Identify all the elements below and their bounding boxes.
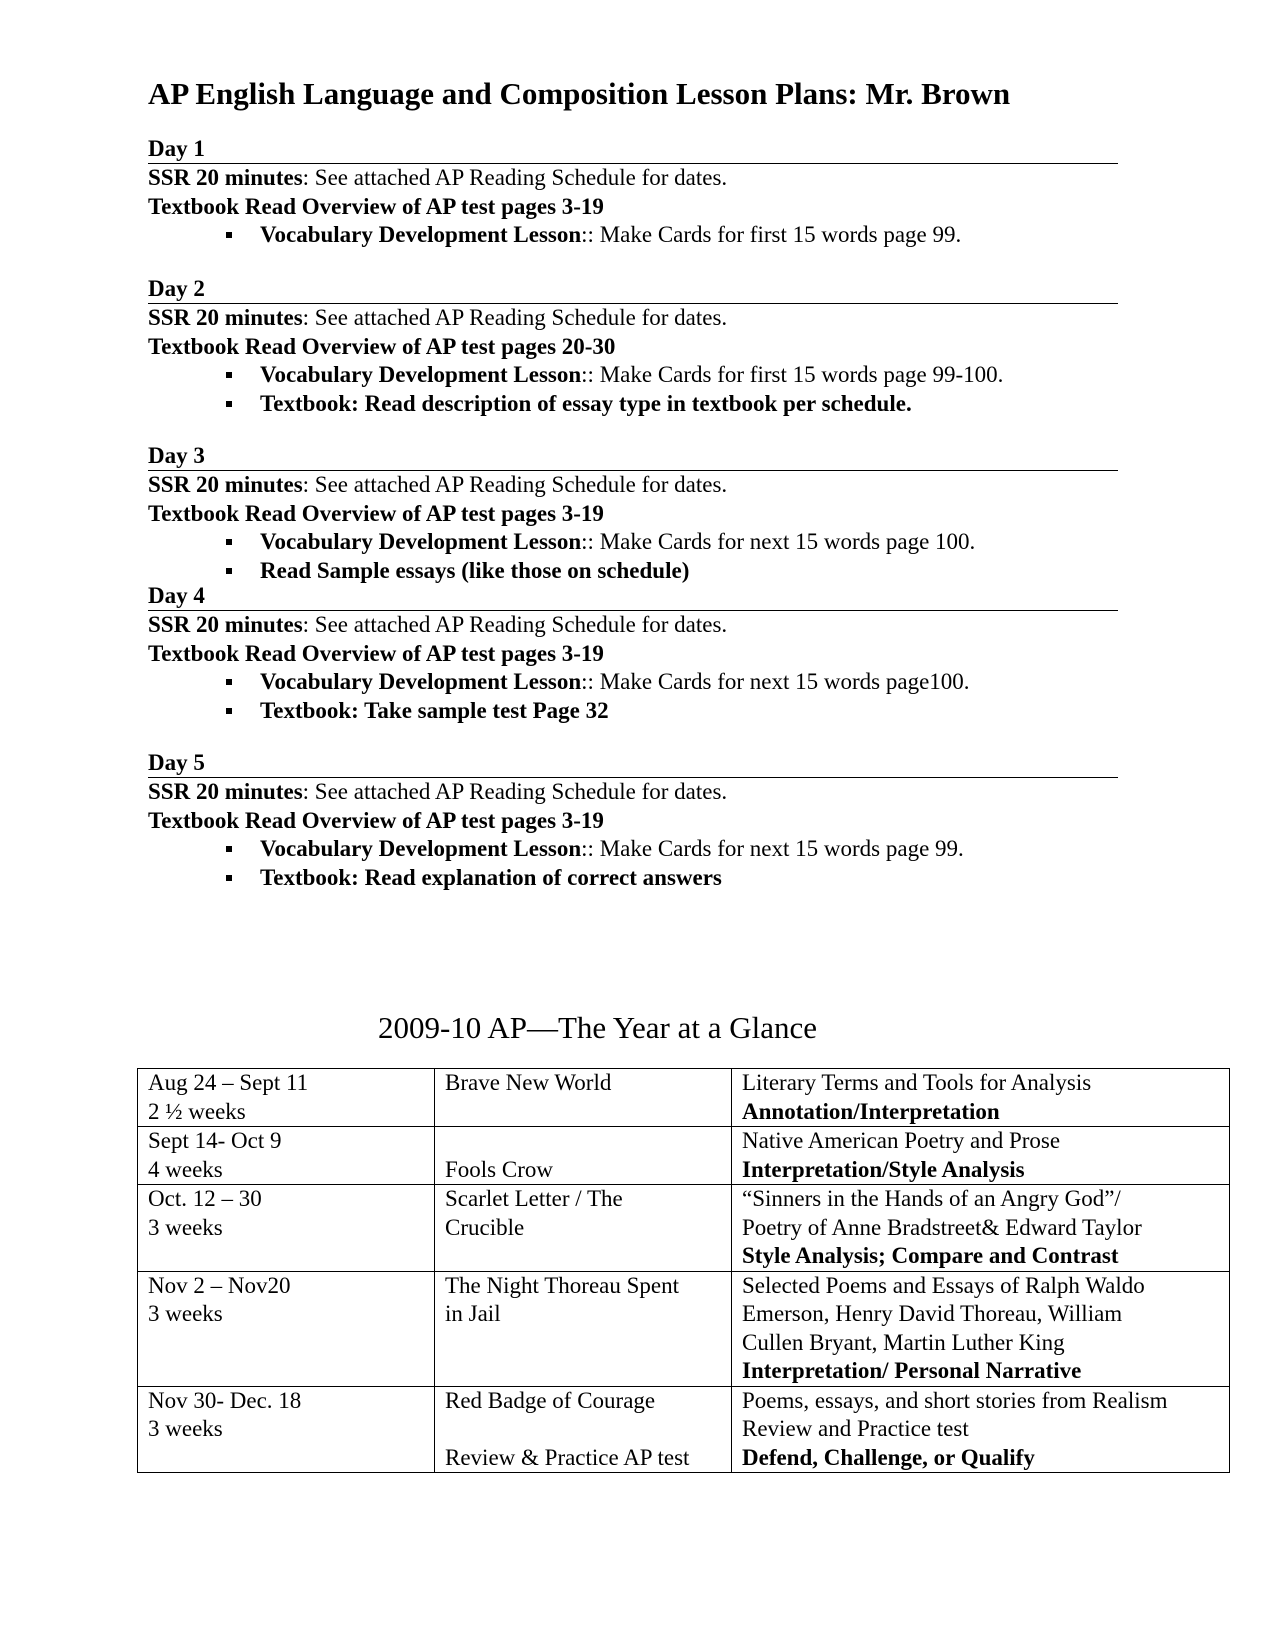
text-cell	[435, 1386, 732, 1473]
vocab-bullet	[148, 221, 1118, 250]
textbook-line: Textbook Read Overview of AP test pages 3-19	[148, 807, 604, 833]
dates-text: Sept 14- Oct 9	[148, 1128, 282, 1153]
text-cell	[435, 1185, 732, 1272]
ssr-text: : See attached AP Reading Schedule for dates.	[302, 472, 728, 497]
vocab-text: :: Make Cards for first 15 words page 99-100.	[581, 362, 1004, 387]
bullet-square-icon	[226, 372, 232, 378]
duration-text: 3 weeks	[148, 1214, 223, 1240]
glance-title: 2009-10 AP—The Year at a Glance	[377, 1010, 818, 1045]
dates-text: Oct. 12 – 30	[148, 1186, 262, 1211]
vocab-label: Vocabulary Development Lesson	[260, 836, 582, 861]
extra-bullet	[148, 864, 1118, 893]
extra-text: Textbook: Read description of essay type in textbook per schedule.	[260, 390, 912, 416]
table-row	[138, 1069, 1230, 1127]
topic-line: Poetry of Anne Bradstreet& Edward Taylor	[742, 1214, 1142, 1240]
text-line: in Jail	[445, 1301, 501, 1326]
ssr-label: SSR 20 minutes	[148, 779, 303, 804]
bullet-square-icon	[226, 539, 232, 545]
ssr-line	[148, 778, 1118, 807]
table-row	[138, 1271, 1230, 1386]
duration-text: 4 weeks	[148, 1156, 223, 1182]
topic-line: Emerson, Henry David Thoreau, William	[742, 1301, 1123, 1326]
extra-text: Textbook: Take sample test Page 32	[260, 697, 609, 723]
ssr-line	[148, 164, 1118, 193]
text-line: Fools Crow	[445, 1156, 553, 1182]
ssr-line	[148, 471, 1118, 500]
ssr-label: SSR 20 minutes	[148, 472, 303, 497]
topic-line: “Sinners in the Hands of an Angry God”/	[742, 1186, 1121, 1211]
extra-text: Textbook: Read explanation of correct answers	[260, 864, 722, 890]
day-heading: Day 4	[148, 583, 1118, 611]
focus-text: Defend, Challenge, or Qualify	[742, 1444, 1035, 1470]
text-line: Review & Practice AP test	[445, 1444, 690, 1470]
ssr-label: SSR 20 minutes	[148, 305, 303, 330]
vocab-label: Vocabulary Development Lesson	[260, 222, 582, 247]
bullet-square-icon	[226, 679, 232, 685]
vocab-label: Vocabulary Development Lesson	[260, 529, 582, 554]
ssr-text: : See attached AP Reading Schedule for dates.	[302, 165, 728, 190]
bullet-square-icon	[226, 232, 232, 238]
text-line: Red Badge of Courage	[445, 1387, 656, 1413]
extra-bullet	[148, 557, 1118, 586]
dates-cell	[138, 1386, 435, 1473]
vocab-text: :: Make Cards for next 15 words page100.	[581, 669, 970, 694]
ssr-line	[148, 611, 1118, 640]
text-line: Brave New World	[445, 1070, 612, 1095]
focus-text: Style Analysis; Compare and Contrast	[742, 1243, 1119, 1268]
bullet-square-icon	[226, 846, 232, 852]
textbook-line: Textbook Read Overview of AP test pages 3-19	[148, 500, 604, 526]
topics-cell	[732, 1069, 1230, 1127]
duration-text: 3 weeks	[148, 1416, 223, 1441]
vocab-bullet	[148, 835, 1118, 864]
vocab-bullet	[148, 668, 1118, 697]
day-section-3	[148, 443, 1118, 585]
table-row	[138, 1386, 1230, 1473]
day-heading: Day 5	[148, 750, 1118, 778]
dates-cell	[138, 1069, 435, 1127]
topic-line: Native American Poetry and Prose	[742, 1128, 1061, 1153]
textbook-line: Textbook Read Overview of AP test pages 3-19	[148, 640, 604, 666]
dates-cell	[138, 1185, 435, 1272]
day-section-4	[148, 583, 1118, 725]
text-cell	[435, 1127, 732, 1185]
day-section-2	[148, 276, 1118, 418]
dates-cell	[138, 1271, 435, 1386]
topic-line: Literary Terms and Tools for Analysis	[742, 1070, 1092, 1095]
extra-bullet	[148, 697, 1118, 726]
ssr-line	[148, 304, 1118, 333]
topic-line: Review and Practice test	[742, 1416, 969, 1441]
bullet-square-icon	[226, 875, 232, 881]
focus-text: Annotation/Interpretation	[742, 1098, 1000, 1124]
topics-cell	[732, 1271, 1230, 1386]
duration-text: 2 ½ weeks	[148, 1098, 246, 1124]
vocab-bullet	[148, 528, 1118, 557]
focus-text: Interpretation/ Personal Narrative	[742, 1358, 1082, 1383]
vocab-text: :: Make Cards for next 15 words page 99.	[581, 836, 964, 861]
bullet-square-icon	[226, 708, 232, 714]
table-row	[138, 1127, 1230, 1185]
focus-text: Interpretation/Style Analysis	[742, 1156, 1025, 1182]
dates-text: Nov 2 – Nov20	[148, 1272, 291, 1298]
text-line-empty	[445, 1415, 721, 1444]
day-heading: Day 1	[148, 136, 1118, 164]
ssr-text: : See attached AP Reading Schedule for dates.	[302, 305, 728, 330]
dates-cell	[138, 1127, 435, 1185]
text-line: The Night Thoreau Spent	[445, 1272, 679, 1298]
text-line: Crucible	[445, 1214, 525, 1240]
day-section-1	[148, 136, 1118, 250]
text-cell	[435, 1271, 732, 1386]
extra-bullet	[148, 390, 1118, 419]
dates-text: Nov 30- Dec. 18	[148, 1387, 302, 1413]
vocab-bullet	[148, 361, 1118, 390]
topic-line: Poems, essays, and short stories from Realism	[742, 1387, 1168, 1413]
ssr-label: SSR 20 minutes	[148, 612, 303, 637]
bullet-square-icon	[226, 568, 232, 574]
vocab-text: :: Make Cards for next 15 words page 100.	[581, 529, 976, 554]
text-cell	[435, 1069, 732, 1127]
day-section-5	[148, 750, 1118, 892]
vocab-label: Vocabulary Development Lesson	[260, 669, 582, 694]
vocab-text: :: Make Cards for first 15 words page 99.	[581, 222, 962, 247]
page-title: AP English Language and Composition Lesson Plans: Mr. Brown	[148, 76, 1011, 111]
ssr-text: : See attached AP Reading Schedule for dates.	[302, 779, 728, 804]
table-row	[138, 1185, 1230, 1272]
textbook-line: Textbook Read Overview of AP test pages 3-19	[148, 193, 604, 219]
year-at-a-glance-table	[137, 1068, 1230, 1473]
dates-text: Aug 24 – Sept 11	[148, 1070, 309, 1095]
day-heading: Day 2	[148, 276, 1118, 304]
text-line: Scarlet Letter / The	[445, 1186, 623, 1211]
topics-cell	[732, 1386, 1230, 1473]
text-line-empty	[445, 1127, 721, 1156]
vocab-label: Vocabulary Development Lesson	[260, 362, 582, 387]
topics-cell	[732, 1185, 1230, 1272]
ssr-label: SSR 20 minutes	[148, 165, 303, 190]
extra-text: Read Sample essays (like those on schedule)	[260, 557, 690, 583]
topic-line: Selected Poems and Essays of Ralph Waldo	[742, 1272, 1145, 1298]
day-heading: Day 3	[148, 443, 1118, 471]
textbook-line: Textbook Read Overview of AP test pages 20-30	[148, 333, 616, 359]
duration-text: 3 weeks	[148, 1301, 223, 1326]
topic-line: Cullen Bryant, Martin Luther King	[742, 1329, 1065, 1355]
topics-cell	[732, 1127, 1230, 1185]
bullet-square-icon	[226, 401, 232, 407]
ssr-text: : See attached AP Reading Schedule for dates.	[302, 612, 728, 637]
